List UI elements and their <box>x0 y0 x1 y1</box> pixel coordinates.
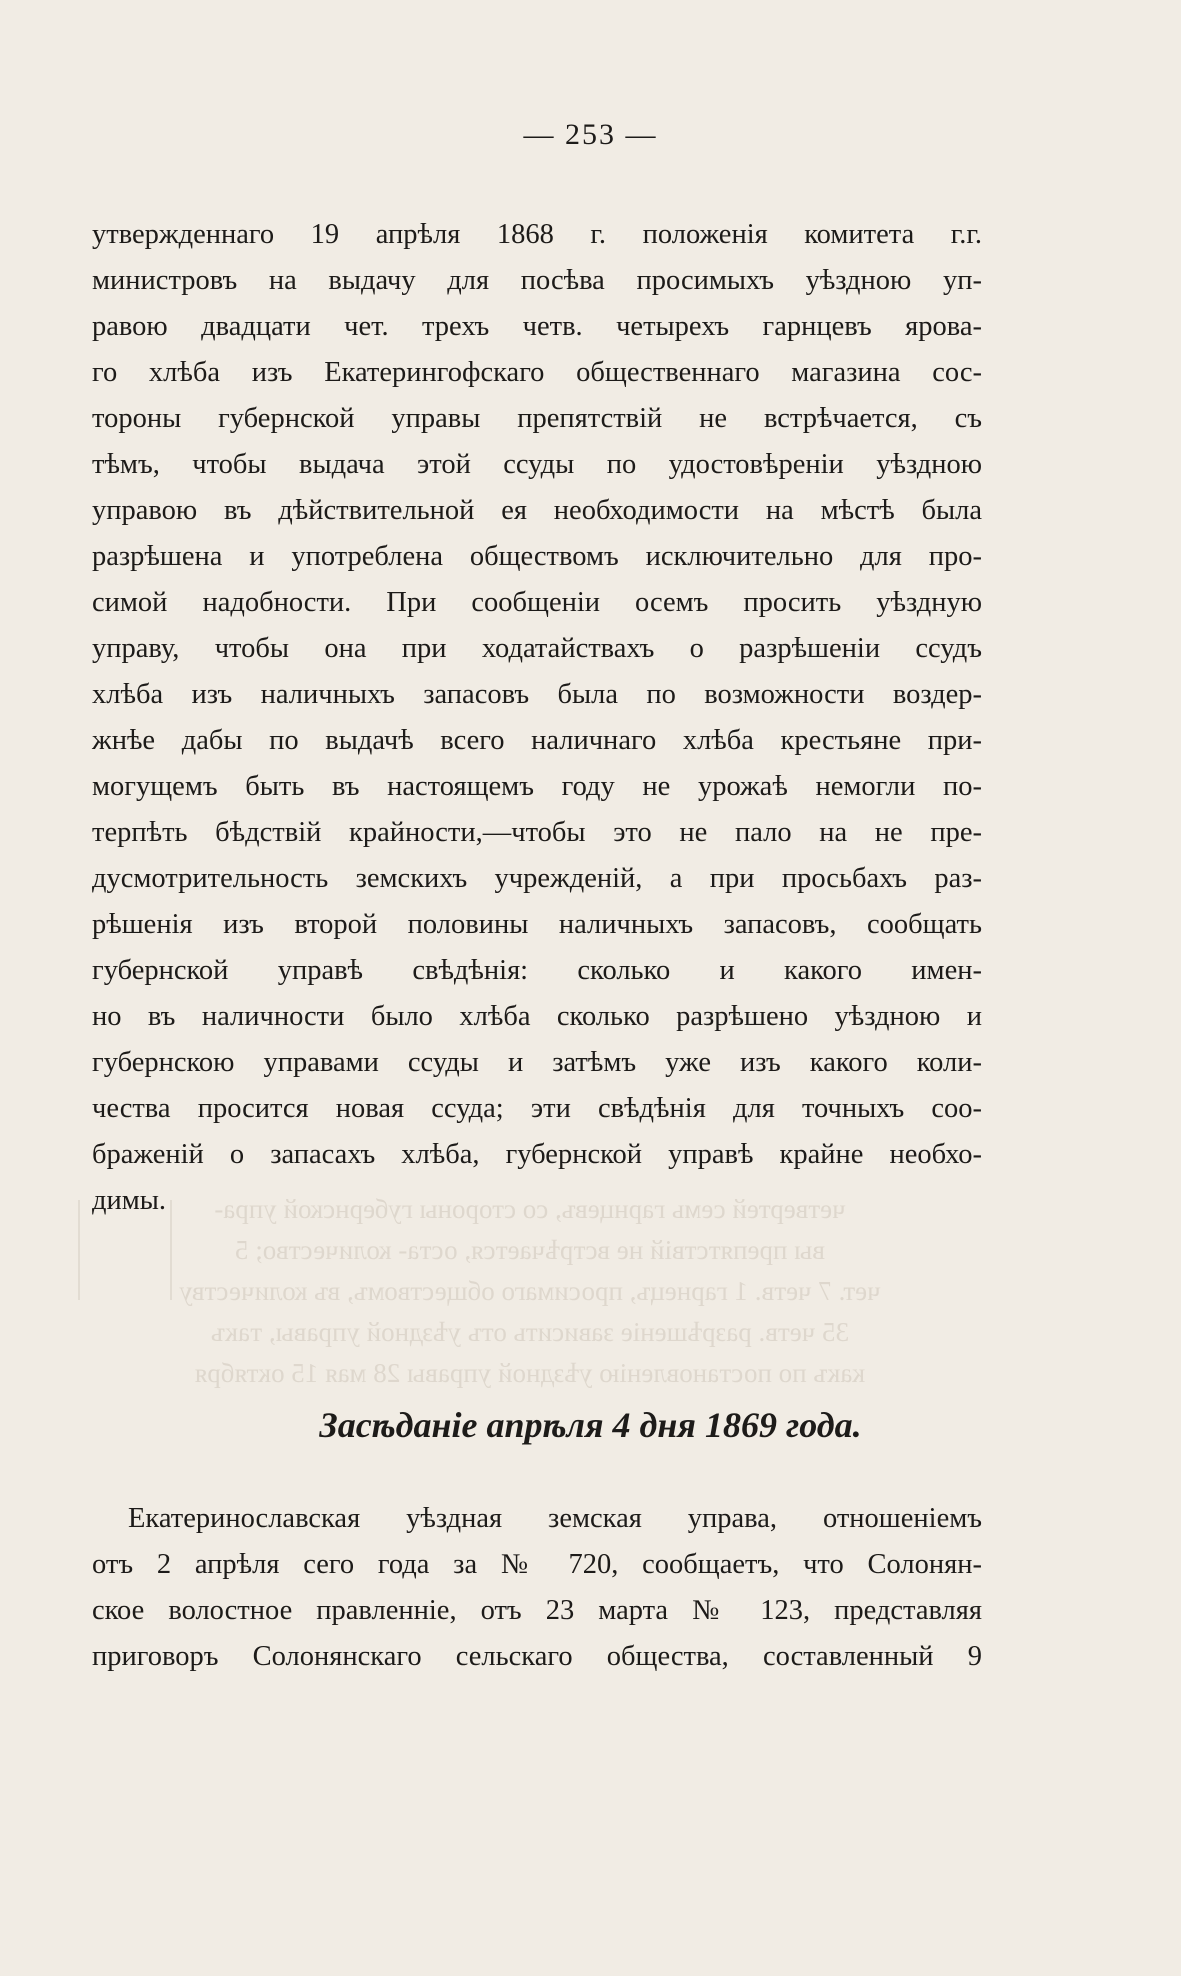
body-line: могущемъ быть въ настоящемъ году не урожаѣ немогли по- <box>92 771 982 802</box>
body-line: отъ 2 апрѣля сего года за № 720, сообщаетъ, что Солонян- <box>92 1549 982 1580</box>
body-line: тороны губернской управы препятствій не встрѣчается, съ <box>92 403 982 434</box>
body-line: тѣмъ, чтобы выдача этой ссуды по удостовѣреніи уѣздною <box>92 449 982 480</box>
body-line: приговоръ Солонянскаго сельскаго общества, составленный 9 <box>92 1641 982 1672</box>
body-line: управою въ дѣйствительной ея необходимости на мѣстѣ была <box>92 495 982 526</box>
bleed-through-text: вы препятствій не встрѣчается, оста- количество; 5 <box>234 1235 826 1265</box>
body-line: жнѣе дабы по выдачѣ всего наличнаго хлѣба крестьяне при- <box>92 725 982 756</box>
body-line: но въ наличности было хлѣба сколько разрѣшено уѣздною и <box>92 1001 982 1032</box>
body-line: рѣшенія изъ второй половины наличныхъ запасовъ, сообщать <box>92 909 982 940</box>
body-line: губернской управѣ свѣдѣнія: сколько и какого имен- <box>92 955 982 986</box>
body-line: равою двадцати чет. трехъ четв. четырехъ гарнцевъ ярова- <box>92 311 982 342</box>
bleed-through-text: четвертей семь гарнцевъ, со стороны губернской упра- <box>214 1194 846 1224</box>
body-line: симой надобности. При сообщеніи осемъ просить уѣздную <box>92 587 982 618</box>
bleed-through-text: какъ по постановленію уѣздной управы 28 мая 15 октября <box>194 1358 866 1388</box>
body-line: министровъ на выдачу для посѣва просимыхъ уѣздною уп- <box>92 265 982 296</box>
bleed-through-text: чет. 7 четв. 1 гарнецъ, просимаго обществомъ, въ количеству <box>179 1276 881 1306</box>
body-line: Екатеринославская уѣздная земская управа, отношеніемъ <box>128 1503 982 1534</box>
body-line: го хлѣба изъ Екатерингофскаго общественнаго магазина сос- <box>92 357 982 388</box>
bleed-through-text: 35 четв. разрѣшеніе зависить отъ уѣздной управы, такъ <box>210 1317 850 1347</box>
body-line: губернскою управами ссуды и затѣмъ уже изъ какого коли- <box>92 1047 982 1078</box>
body-line: димы. <box>92 1185 167 1216</box>
body-line: хлѣба изъ наличныхъ запасовъ была по возможности воздер- <box>92 679 982 710</box>
bleed-through-rule <box>78 1200 80 1300</box>
section-heading: Засѣданіе апрѣля 4 дня 1869 года. <box>319 1405 862 1445</box>
body-line: дусмотрительность земскихъ учрежденій, а при просьбахъ раз- <box>92 863 982 894</box>
page-number: — 253 — <box>523 118 658 151</box>
body-line: управу, чтобы она при ходатайствахъ о разрѣшеніи ссудъ <box>92 633 982 664</box>
body-line: утвержденнаго 19 апрѣля 1868 г. положенія комитета г.г. <box>92 219 982 250</box>
body-line: чества просится новая ссуда; эти свѣдѣнія для точныхъ соо- <box>92 1093 982 1124</box>
body-line: ское волостное правленніе, отъ 23 марта № 123, представляя <box>92 1595 982 1626</box>
body-line: разрѣшена и употреблена обществомъ исключительно для про- <box>92 541 982 572</box>
body-line: терпѣть бѣдствій крайности,—чтобы это не пало на не пре- <box>92 817 982 848</box>
body-line: браженій о запасахъ хлѣба, губернской управѣ крайне необхо- <box>92 1139 982 1170</box>
